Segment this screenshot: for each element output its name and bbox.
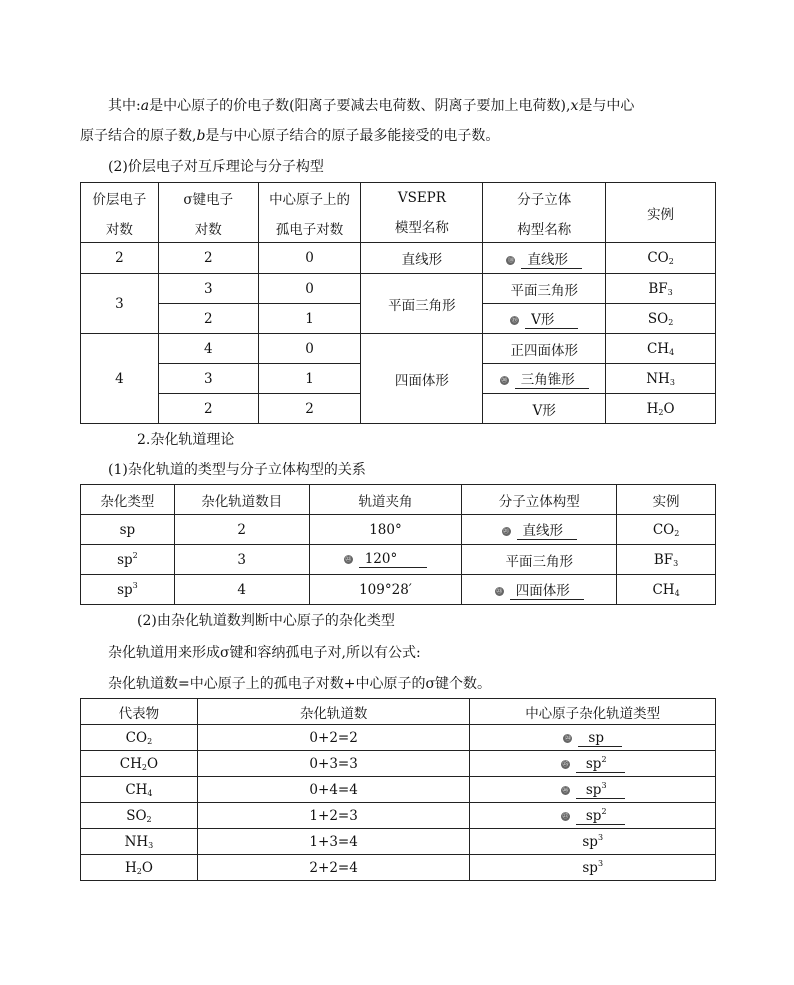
cell-shape [462, 575, 617, 605]
cell-num: 4 [174, 575, 309, 605]
header-cell: 代表物 [81, 699, 198, 725]
cell-shape: 平面三角形 [483, 274, 606, 304]
cell-num: 3 [174, 545, 309, 575]
header-cell: 分子立体 构型名称 [483, 183, 606, 243]
answer-blank: sp [578, 729, 622, 747]
hybrid-type-table [80, 484, 716, 605]
cell-example: $BF_3$ [606, 274, 716, 304]
cell-example: $CO_2$ [617, 515, 716, 545]
answer-marker-icon: ㉗ [562, 812, 569, 820]
cell-calc: 1+2=3 [197, 803, 470, 829]
cell-example: $CO_2$ [606, 243, 716, 274]
intro-text: 是中心原子的价电子数(阳离子要减去电荷数、阴离子要加上电荷数), [149, 98, 571, 114]
cell-angle [309, 545, 462, 575]
cell-calc: 0+2=2 [197, 725, 470, 751]
table-row [81, 334, 716, 364]
cell-num: 2 [174, 515, 309, 545]
cell-type: $sp^2$ [81, 545, 175, 575]
answer-marker-icon: ㉓ [496, 588, 503, 595]
cell-sigma: 2 [158, 243, 258, 274]
table-row [81, 777, 716, 803]
answer-blank: V形 [525, 308, 578, 329]
answer-marker-icon: ⑱ [507, 256, 514, 264]
cell-model: 四面体形 [361, 334, 483, 424]
answer-marker-icon: ㉔ [564, 734, 571, 742]
cell-calc: 0+3=3 [197, 751, 470, 777]
answer-blank: 直线形 [517, 519, 578, 540]
cell-molecule: $H_2O$ [81, 855, 198, 881]
cell-molecule: $CH_2O$ [81, 751, 198, 777]
cell-calc: 0+4=4 [197, 777, 470, 803]
cell-sigma: 3 [158, 274, 258, 304]
section-heading-hybrid: 2.杂化轨道理论 [137, 432, 235, 448]
answer-blank: $sp^2$ [576, 807, 625, 825]
answer-blank: $sp^2$ [576, 755, 625, 773]
cell-hybrid-type [470, 803, 716, 829]
table-row [81, 243, 716, 274]
table-row [81, 515, 716, 545]
cell-example: $H_2O$ [606, 394, 716, 424]
header-cell: VSEPR 模型名称 [361, 183, 483, 243]
answer-marker-icon: ㉒ [345, 556, 352, 563]
cell-hybrid-type [470, 751, 716, 777]
cell-molecule: $SO_2$ [81, 803, 198, 829]
cell-hybrid-type: $sp^3$ [470, 855, 716, 881]
table-header-row [81, 699, 716, 725]
cell-pairs: 3 [81, 274, 159, 334]
table-row [81, 829, 716, 855]
cell-lone: 1 [258, 304, 361, 334]
subsection-heading-2: (2)由杂化轨道数判断中心原子的杂化类型 [137, 613, 395, 629]
answer-blank: $sp^3$ [576, 781, 625, 799]
cell-sigma: 4 [158, 334, 258, 364]
cell-sigma: 2 [158, 394, 258, 424]
cell-lone: 2 [258, 394, 361, 424]
table-row [81, 575, 716, 605]
answer-blank: 三角锥形 [515, 368, 589, 389]
cell-angle: 109°28′ [309, 575, 462, 605]
cell-pairs: 2 [81, 243, 159, 274]
var-a: a [140, 98, 150, 114]
var-b: b [196, 128, 206, 144]
cell-shape: 平面三角形 [462, 545, 617, 575]
table-row [81, 274, 716, 304]
cell-shape [462, 515, 617, 545]
intro-line-2 [80, 126, 499, 146]
cell-shape [483, 364, 606, 394]
answer-marker-icon: ⑳ [501, 377, 508, 384]
cell-type: $sp^3$ [81, 575, 175, 605]
table-row [81, 725, 716, 751]
header-cell: 杂化轨道数 [197, 699, 470, 725]
cell-example: $CH_4$ [617, 575, 716, 605]
table-row [81, 803, 716, 829]
header-cell: 杂化轨道数目 [174, 485, 309, 515]
cell-shape [483, 304, 606, 334]
cell-lone: 0 [258, 334, 361, 364]
cell-pairs: 4 [81, 334, 159, 424]
answer-marker-icon: ㉑ [502, 528, 509, 535]
answer-blank: 120° [359, 551, 428, 568]
cell-shape: V形 [483, 394, 606, 424]
cell-example: $BF_3$ [617, 545, 716, 575]
cell-angle: 180° [309, 515, 462, 545]
cell-molecule: $CO_2$ [81, 725, 198, 751]
cell-sigma: 2 [158, 304, 258, 334]
header-cell: 中心原子杂化轨道类型 [470, 699, 716, 725]
cell-shape [483, 243, 606, 274]
answer-marker-icon: ⑲ [511, 317, 518, 324]
header-cell: 轨道夹角 [309, 485, 462, 515]
table-row [81, 751, 716, 777]
table-row [81, 545, 716, 575]
cell-model: 平面三角形 [361, 274, 483, 334]
answer-marker-icon: ㉖ [562, 786, 569, 794]
cell-model: 直线形 [361, 243, 483, 274]
header-cell: 实例 [617, 485, 716, 515]
subsection-heading-1: (1)杂化轨道的类型与分子立体构型的关系 [108, 462, 366, 478]
cell-sigma: 3 [158, 364, 258, 394]
table-header-row [81, 183, 716, 243]
cell-example: $NH_3$ [606, 364, 716, 394]
answer-blank: 四面体形 [510, 579, 584, 600]
header-cell: 杂化类型 [81, 485, 175, 515]
var-x: x [570, 98, 579, 114]
cell-example: $CH_4$ [606, 334, 716, 364]
header-cell: 中心原子上的 孤电子对数 [258, 183, 361, 243]
cell-type: sp [81, 515, 175, 545]
cell-hybrid-type [470, 777, 716, 803]
table-row [81, 855, 716, 881]
cell-lone: 0 [258, 243, 361, 274]
intro-text: 是与中心原子结合的原子最多能接受的电子数。 [205, 128, 500, 144]
cell-hybrid-type: $sp^3$ [470, 829, 716, 855]
hybrid-calc-table [80, 698, 716, 881]
intro-text: 其中: [108, 98, 141, 114]
answer-blank: 直线形 [521, 248, 582, 269]
cell-hybrid-type [470, 725, 716, 751]
section-heading-vsepr: (2)价层电子对互斥理论与分子构型 [108, 159, 324, 175]
vsepr-table [80, 182, 716, 424]
cell-lone: 1 [258, 364, 361, 394]
cell-example: $SO_2$ [606, 304, 716, 334]
intro-text: 原子结合的原子数, [80, 128, 197, 144]
cell-calc: 2+2=4 [197, 855, 470, 881]
cell-molecule: $NH_3$ [81, 829, 198, 855]
formula-intro: 杂化轨道用来形成σ键和容纳孤电子对,所以有公式: [108, 645, 421, 661]
header-cell: 实例 [606, 183, 716, 243]
formula-text: 杂化轨道数=中心原子上的孤电子对数+中心原子的σ键个数。 [108, 676, 492, 692]
header-cell: σ键电子 对数 [158, 183, 258, 243]
cell-lone: 0 [258, 274, 361, 304]
table-header-row [81, 485, 716, 515]
cell-shape: 正四面体形 [483, 334, 606, 364]
intro-line-1 [108, 96, 634, 116]
intro-text: 是与中心 [578, 98, 635, 114]
cell-molecule: $CH_4$ [81, 777, 198, 803]
answer-marker-icon: ㉕ [562, 760, 569, 768]
cell-calc: 1+3=4 [197, 829, 470, 855]
header-cell: 价层电子 对数 [81, 183, 159, 243]
header-cell: 分子立体构型 [462, 485, 617, 515]
